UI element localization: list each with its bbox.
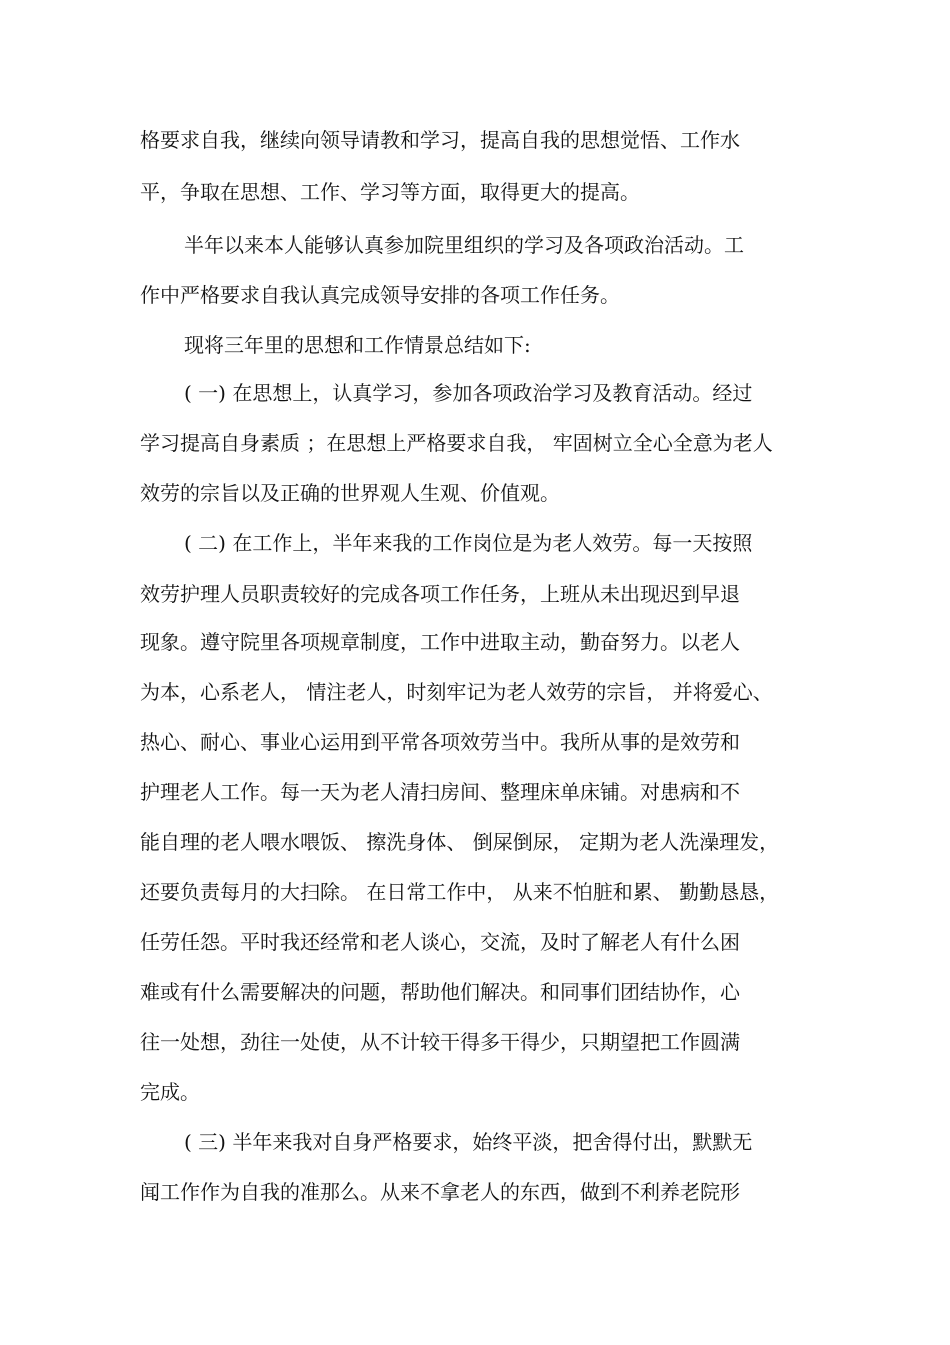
text-line: ( 一) 在思想上，认真学习，参加各项政治学习及教育活动。经过 [184,381,753,405]
text-line: 护理老人工作。每一天为老人清扫房间、整理床单床铺。对患病和不 [140,780,740,804]
text-line: 热心、耐心、事业心运用到平常各项效劳当中。我所从事的是效劳和 [140,730,740,754]
text-line: 任劳任怨。平时我还经常和老人谈心，交流，及时了解老人有什么困 [140,930,740,954]
text-line: 格要求自我，继续向领导请教和学习，提高自我的思想觉悟、工作水 [140,128,740,152]
text-line: 效劳的宗旨以及正确的世界观人生观、价值观。 [140,481,560,505]
text-line: 平，争取在思想、工作、学习等方面，取得更大的提高。 [140,180,640,204]
text-line: 现象。遵守院里各项规章制度，工作中进取主动，勤奋努力。以老人 [140,630,740,654]
text-line: 作中严格要求自我认真完成领导安排的各项工作任务。 [140,283,620,307]
text-line: 完成。 [140,1080,200,1104]
text-line: ( 三) 半年来我对自身严格要求，始终平淡，把舍得付出，默默无 [184,1130,753,1154]
text-line: 半年以来本人能够认真参加院里组织的学习及各项政治活动。工 [184,233,744,257]
text-line: 能自理的老人喂水喂饭、 擦洗身体、 倒屎倒尿， 定期为老人洗澡理发， [140,830,780,854]
text-line: 还要负责每月的大扫除。 在日常工作中， 从来不怕脏和累、 勤勤恳恳， [140,880,780,904]
text-line: 效劳护理人员职责较好的完成各项工作任务，上班从未出现迟到早退 [140,582,740,606]
text-line: ( 二) 在工作上，半年来我的工作岗位是为老人效劳。每一天按照 [184,531,753,555]
text-line: 往一处想，劲往一处使，从不计较干得多干得少，只期望把工作圆满 [140,1030,740,1054]
text-line: 为本，心系老人， 情注老人，时刻牢记为老人效劳的宗旨， 并将爱心、 [140,680,773,704]
text-line: 闻工作作为自我的准那么。从来不拿老人的东西，做到不利养老院形 [140,1180,740,1204]
text-line: 难或有什么需要解决的问题，帮助他们解决。和同事们团结协作，心 [140,980,740,1004]
text-line: 现将三年里的思想和工作情景总结如下: [184,333,531,357]
text-line: 学习提高自身素质 ；在思想上严格要求自我， 牢固树立全心全意为老人 [140,431,773,455]
